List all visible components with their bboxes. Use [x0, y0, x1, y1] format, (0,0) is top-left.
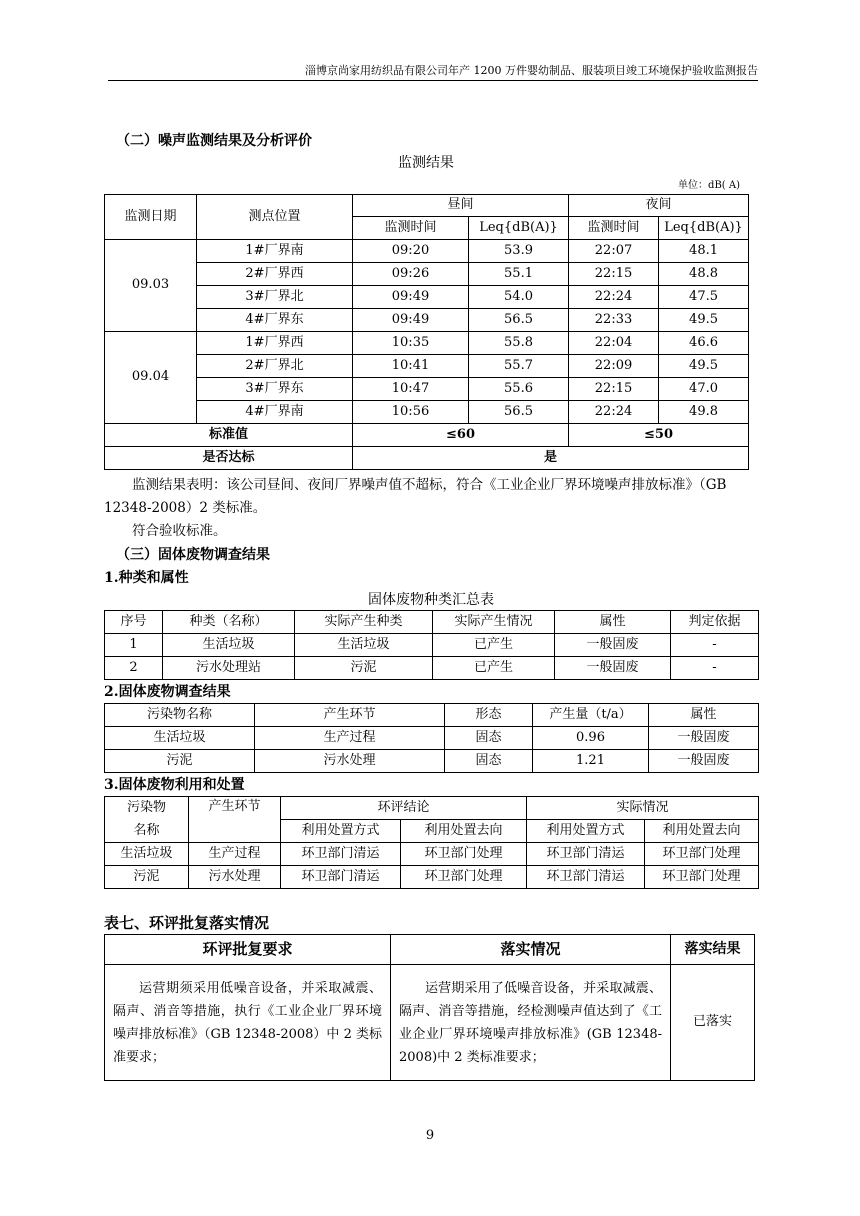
- loc-cell: 4#厂界东: [197, 309, 353, 332]
- solid-disposal-table: [104, 796, 759, 889]
- day-time-cell: 09:49: [353, 309, 469, 332]
- t1-header: 实际产生种类: [295, 611, 433, 634]
- t2-header: 产生量（t/a）: [533, 704, 649, 727]
- t2-cell: 1.21: [533, 750, 649, 773]
- t1-cell: 已产生: [433, 657, 555, 680]
- solid-section-title: （三）固体废物调查结果: [116, 547, 270, 563]
- day-leq-cell: 55.8: [469, 332, 569, 355]
- noise-section-title: （二）噪声监测结果及分析评价: [116, 133, 312, 149]
- day-time-cell: 09:49: [353, 286, 469, 309]
- night-leq-cell: 46.6: [659, 332, 749, 355]
- t3-cell: 污水处理: [189, 866, 281, 889]
- night-time-cell: 22:07: [569, 240, 659, 263]
- t3-header-stage-label: 产生环节: [208, 799, 261, 814]
- loc-cell: 3#厂界东: [197, 378, 353, 401]
- t2-cell: 一般固废: [649, 750, 759, 773]
- solid-table1-caption: 固体废物种类汇总表: [368, 592, 494, 608]
- t3-cell: 生活垃圾: [105, 843, 189, 866]
- day-leq-cell: 55.6: [469, 378, 569, 401]
- compliance-value: 是: [353, 447, 749, 470]
- header-day-leq: Leq{dB(A)}: [469, 217, 569, 240]
- t1-cell: 2: [105, 657, 163, 680]
- t2-cell: 生活垃圾: [105, 727, 255, 750]
- loc-cell: 1#厂界南: [197, 240, 353, 263]
- day-leq-cell: 56.5: [469, 401, 569, 424]
- t2-cell: 一般固废: [649, 727, 759, 750]
- t1-cell: 一般固废: [555, 634, 671, 657]
- t3-cell: 环卫部门处理: [401, 866, 527, 889]
- t3-cell: 环卫部门清运: [527, 843, 645, 866]
- noise-acceptance: 符合验收标准。: [132, 523, 227, 539]
- header-rule: [108, 80, 758, 81]
- t2-cell: 固态: [445, 750, 533, 773]
- t3-cell: 环卫部门处理: [645, 866, 759, 889]
- t3-header-eia: 环评结论: [281, 797, 527, 820]
- report-header: 淄博京尚家用纺织品有限公司年产 1200 万件婴幼制品、服装项目竣工环境保护验收监测报告: [305, 64, 758, 77]
- date-cell: 09.04: [105, 332, 197, 424]
- t2-cell: 固态: [445, 727, 533, 750]
- night-time-cell: 22:04: [569, 332, 659, 355]
- approval-table: [104, 934, 755, 1081]
- date-cell: 09.03: [105, 240, 197, 332]
- day-leq-cell: 56.5: [469, 309, 569, 332]
- t3-cell: 污泥: [105, 866, 189, 889]
- page-number: 9: [425, 1128, 435, 1143]
- day-leq-cell: 54.0: [469, 286, 569, 309]
- standard-day: ≤60: [353, 424, 569, 447]
- solid-survey-table: [104, 703, 759, 773]
- t1-header: 实际产生情况: [433, 611, 555, 634]
- day-time-cell: 10:41: [353, 355, 469, 378]
- t1-cell: 一般固废: [555, 657, 671, 680]
- day-leq-cell: 55.7: [469, 355, 569, 378]
- loc-cell: 2#厂界北: [197, 355, 353, 378]
- night-leq-cell: 49.5: [659, 355, 749, 378]
- t3-header-name-a: 污染物: [126, 800, 166, 816]
- header-location: 测点位置: [197, 195, 353, 240]
- approval-implementation: [391, 965, 671, 1081]
- approval-result: 已落实: [671, 965, 755, 1081]
- t3-header-dest: 利用处置去向: [645, 820, 759, 843]
- night-leq-cell: 48.8: [659, 263, 749, 286]
- night-time-cell: 22:15: [569, 263, 659, 286]
- solid-types-table: [104, 610, 759, 680]
- loc-cell: 1#厂界西: [197, 332, 353, 355]
- t3-cell: 环卫部门清运: [527, 866, 645, 889]
- t3-cell: 环卫部门处理: [401, 843, 527, 866]
- noise-table-caption: 监测结果: [398, 155, 454, 171]
- t1-cell: 生活垃圾: [295, 634, 433, 657]
- approval-header-impl: 落实情况: [391, 935, 671, 965]
- day-time-cell: 10:47: [353, 378, 469, 401]
- header-night-time: 监测时间: [569, 217, 659, 240]
- night-leq-cell: 47.0: [659, 378, 749, 401]
- day-time-cell: 09:26: [353, 263, 469, 286]
- t3-header-dest: 利用处置去向: [401, 820, 527, 843]
- header-night: 夜间: [569, 195, 749, 217]
- t1-header: 种类（名称）: [163, 611, 295, 634]
- day-time-cell: 10:35: [353, 332, 469, 355]
- t1-cell: 1: [105, 634, 163, 657]
- t1-cell: 污水处理站: [163, 657, 295, 680]
- t3-cell: 环卫部门处理: [645, 843, 759, 866]
- t2-cell: 污泥: [105, 750, 255, 773]
- night-time-cell: 22:24: [569, 401, 659, 424]
- t1-cell: 污泥: [295, 657, 433, 680]
- standard-label: 标准值: [105, 424, 353, 447]
- approval-requirement-text: 运营期须采用低噪音设备，并采取减震、隔声、消音等措施，执行《工业企业厂界环境噪声排放标准》（GB 12348-2008）中 2 类标准要求；: [113, 980, 382, 1065]
- t1-cell: -: [671, 634, 759, 657]
- t2-header: 污染物名称: [105, 704, 255, 727]
- approval-header-req: 环评批复要求: [105, 935, 391, 965]
- header-day: 昼间: [353, 195, 569, 217]
- day-leq-cell: 55.1: [469, 263, 569, 286]
- solid-sub2: 2.固体废物调查结果: [104, 684, 231, 700]
- day-time-cell: 09:20: [353, 240, 469, 263]
- t1-cell: 已产生: [433, 634, 555, 657]
- t2-cell: 0.96: [533, 727, 649, 750]
- night-leq-cell: 49.5: [659, 309, 749, 332]
- t3-header-actual: 实际情况: [527, 797, 759, 820]
- t1-cell: -: [671, 657, 759, 680]
- t2-cell: 污水处理: [255, 750, 445, 773]
- t3-header-stage: [189, 797, 281, 843]
- noise-unit: 单位：dB( A): [678, 180, 740, 191]
- night-time-cell: 22:33: [569, 309, 659, 332]
- loc-cell: 3#厂界北: [197, 286, 353, 309]
- night-time-cell: 22:24: [569, 286, 659, 309]
- night-leq-cell: 48.1: [659, 240, 749, 263]
- header-date: 监测日期: [105, 195, 197, 240]
- t3-cell: 生产过程: [189, 843, 281, 866]
- t2-header: 形态: [445, 704, 533, 727]
- t3-header-method: 利用处置方式: [527, 820, 645, 843]
- noise-conclusion: 监测结果表明：该公司昼间、夜间厂界噪声值不超标，符合《工业企业厂界环境噪声排放标准》（GB 12348-2008）2 类标准。: [104, 477, 727, 516]
- header-day-time: 监测时间: [353, 217, 469, 240]
- solid-sub3: 3.固体废物利用和处置: [104, 777, 245, 793]
- t1-header: 属性: [555, 611, 671, 634]
- t1-cell: 生活垃圾: [163, 634, 295, 657]
- loc-cell: 4#厂界南: [197, 401, 353, 424]
- approval-title: 表七、环评批复落实情况: [104, 914, 270, 932]
- approval-implementation-text: 运营期采用了低噪音设备，并采取减震、隔声、消音等措施，经检测噪声值达到了《工业企业厂界环境噪声排放标准》(GB 12348-2008)中 2 类标准要求；: [399, 980, 662, 1065]
- approval-header-result: 落实结果: [671, 935, 755, 965]
- t2-header: 产生环节: [255, 704, 445, 727]
- solid-sub1: 1.种类和属性: [104, 570, 189, 586]
- t3-header-name-2: [105, 820, 189, 843]
- compliance-label: 是否达标: [105, 447, 353, 470]
- approval-requirement: [105, 965, 391, 1081]
- t3-header-name: [105, 797, 189, 820]
- night-leq-cell: 49.8: [659, 401, 749, 424]
- loc-cell: 2#厂界西: [197, 263, 353, 286]
- night-time-cell: 22:09: [569, 355, 659, 378]
- header-night-leq: Leq{dB(A)}: [659, 217, 749, 240]
- t3-cell: 环卫部门清运: [281, 866, 401, 889]
- day-time-cell: 10:56: [353, 401, 469, 424]
- night-leq-cell: 47.5: [659, 286, 749, 309]
- t1-header: 判定依据: [671, 611, 759, 634]
- night-time-cell: 22:15: [569, 378, 659, 401]
- t3-cell: 环卫部门清运: [281, 843, 401, 866]
- t3-header-method: 利用处置方式: [281, 820, 401, 843]
- t3-header-name-b: 名称: [133, 822, 160, 838]
- day-leq-cell: 53.9: [469, 240, 569, 263]
- noise-table: [104, 194, 749, 470]
- t2-header: 属性: [649, 704, 759, 727]
- standard-night: ≤50: [569, 424, 749, 447]
- t1-header: 序号: [105, 611, 163, 634]
- t2-cell: 生产过程: [255, 727, 445, 750]
